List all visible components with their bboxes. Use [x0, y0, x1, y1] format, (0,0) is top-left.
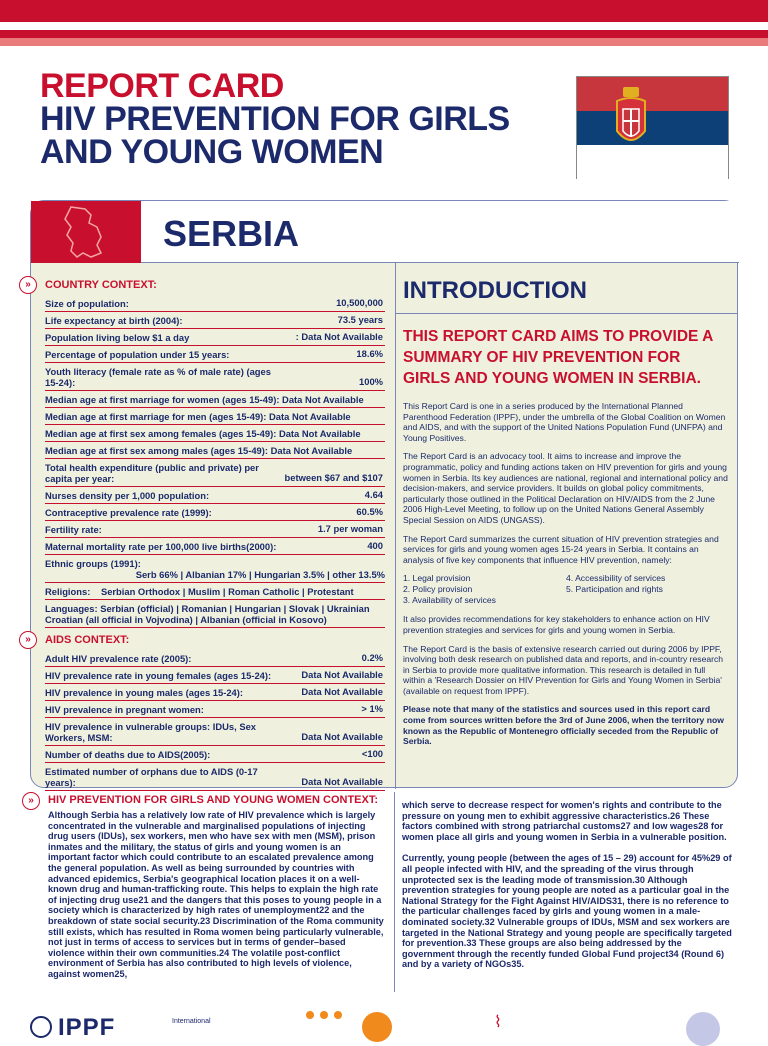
- flag-stripe-red: [577, 77, 728, 111]
- flag-stripe-blue: [577, 111, 728, 145]
- ethnic-groups-row: [45, 555, 385, 583]
- cc-value: 73.5 years: [337, 314, 383, 325]
- religions-row: [45, 583, 385, 600]
- partner-logo-icon: [686, 1012, 720, 1046]
- cc-label: Percentage of population under 15 years:: [45, 349, 230, 360]
- cc-label: Size of population:: [45, 298, 129, 309]
- components-list: [403, 573, 729, 606]
- cc-label: Median age at first marriage for men (ages 15-49): Data Not Available: [45, 411, 351, 422]
- cc-row: [45, 295, 385, 312]
- aids-label: Adult HIV prevalence rate (2005):: [45, 653, 192, 664]
- cc-row: [45, 487, 385, 504]
- cc-row: [45, 312, 385, 329]
- aids-value: > 1%: [361, 703, 383, 714]
- cc-label: Median age at first sex among males (ages 15-49): Data Not Available: [45, 445, 353, 456]
- cc-value: 400: [367, 540, 383, 551]
- aids-context-heading: » AIDS CONTEXT:: [45, 634, 385, 650]
- cc-row: [45, 521, 385, 538]
- cc-value: 1.7 per woman: [317, 523, 383, 534]
- title-line-3: AND YOUNG WOMEN: [40, 133, 384, 171]
- cc-value: 100%: [359, 376, 383, 387]
- intro-paragraph-3: The Report Card summarizes the current situation of HIV prevention strategies and services for girls and young women ages 15-24 years in Serbia. It contains an analysis of five key components that influence HIV prevention, namely:: [403, 533, 719, 565]
- hiv-context-right-paragraph-1: which serve to decrease respect for women's rights and contribute to the pressure on young men to exhibit aggressive characteristics.26 These factors combined with strong patriarchal customs27 and low wages28 for women place all girls and young women in Serbia in a vulnerable position.: [402, 800, 727, 842]
- country-context-column: [25, 279, 385, 791]
- aids-value: 0.2%: [361, 652, 383, 663]
- aids-row: [45, 718, 385, 746]
- list-item: 5. Participation and rights: [566, 584, 663, 595]
- cc-label: Contraceptive prevalence rate (1999):: [45, 507, 212, 518]
- aids-label: HIV prevalence rate in young females (ages 15-24):: [45, 670, 272, 681]
- serbia-map-icon: [61, 205, 111, 259]
- introduction-rule: [395, 313, 737, 314]
- cc-label: Total health expenditure (public and private) per capita per year:: [45, 462, 259, 484]
- cc-row: [45, 425, 385, 442]
- aids-value: Data Not Available: [301, 776, 383, 787]
- cc-row: [45, 391, 385, 408]
- introduction-column: [403, 271, 729, 755]
- religions-value: Serbian Orthodox | Muslim | Roman Catholic | Protestant: [100, 586, 354, 597]
- aids-label: Number of deaths due to AIDS(2005):: [45, 749, 211, 760]
- dots-logo: [306, 1006, 348, 1024]
- list-item: 1. Legal provision: [403, 573, 471, 584]
- cc-row: [45, 363, 385, 391]
- title-line-2: HIV PREVENTION FOR GIRLS: [40, 100, 510, 138]
- serbia-flag: [576, 76, 729, 179]
- religions-label: Religions:: [45, 586, 91, 597]
- hiv-context-left-text: Although Serbia has a relatively low rate of HIV prevalence which is largely concentrated in the vulnerable and marginalised populations of injecting drug users (IDUs), sex workers, men who have sex with men (MSM), prison inmates and the military, the status of girls and young women is an important factor which could contribute to an escalated prevalence among the general population. As well as being surrounded by countries with advanced epidemics, Serbia's geographical location places it on a well-known drug and human-trafficking route. This helps to explain the high rate of injecting drug use21 and the dangers that this poses to young people in a society which is characterized by high rates of unemployment22 and the breakdown of state social security.23 Discrimination of the Roma community still exists, which has resulted in Roma women being particularly vulnerable, not just in terms of access to services but in terms of gender–based violence within their own communities.24 The volatile post-conflict environment of Serbia has also contributed to high levels of violence, against women25,: [48, 810, 384, 979]
- aids-row: [45, 667, 385, 684]
- hiv-context-section: [30, 792, 738, 1024]
- cc-row: [45, 538, 385, 555]
- ethnic-groups-label: Ethnic groups (1991):: [45, 558, 141, 569]
- cc-value: : Data Not Available: [295, 331, 383, 342]
- cc-label: Life expectancy at birth (2004):: [45, 315, 183, 326]
- aids-value: Data Not Available: [301, 669, 383, 680]
- top-white-band: [0, 22, 768, 30]
- panel-header: [31, 201, 739, 263]
- double-chevron-icon: »: [22, 792, 40, 810]
- serbia-map: [31, 201, 141, 263]
- title-line-1: REPORT CARD: [40, 67, 284, 105]
- ippf-logo-subtext: International: [172, 1018, 211, 1025]
- cc-row: [45, 442, 385, 459]
- intro-paragraph-4: It also provides recommendations for key stakeholders to enhance action on HIV prevention strategies and services for girls and young women in Serbia.: [403, 614, 710, 635]
- cc-value: 10,500,000: [336, 297, 383, 308]
- introduction-title: INTRODUCTION: [403, 277, 587, 304]
- aids-value: Data Not Available: [301, 686, 383, 697]
- cc-value: 18.6%: [356, 348, 383, 359]
- aids-label: HIV prevalence in pregnant women:: [45, 704, 204, 715]
- list-item: 2. Policy provision: [403, 584, 473, 595]
- introduction-lead: THIS REPORT CARD AIMS TO PROVIDE A SUMMARY OF HIV PREVENTION FOR GIRLS AND YOUNG WOMEN IN SERBIA.: [403, 328, 713, 387]
- aids-value: Data Not Available: [301, 731, 383, 742]
- list-item: 3. Availability of services: [403, 595, 496, 606]
- top-red-band: [0, 0, 768, 22]
- cc-row: [45, 346, 385, 363]
- report-title: [40, 67, 560, 171]
- country-context-heading: » COUNTRY CONTEXT:: [45, 279, 385, 295]
- list-item: 4. Accessibility of services: [566, 573, 666, 584]
- hiv-context-heading: HIV PREVENTION FOR GIRLS AND YOUNG WOMEN CONTEXT:: [48, 794, 379, 806]
- aids-context-rows: [45, 650, 385, 791]
- double-chevron-icon: »: [19, 276, 37, 294]
- cc-label: Population living below $1 a day: [45, 332, 190, 343]
- bottom-column-divider: [394, 792, 395, 992]
- cc-row: [45, 459, 385, 487]
- intro-paragraph-6: Please note that many of the statistics and sources used in this report card come from sources written before the 3rd of June 2006, when the territory now known as the Republic of Montenegro officially seceded from the Republic of Serbia.: [403, 704, 724, 747]
- cc-value: between $67 and $107: [284, 472, 383, 483]
- languages-text: Languages: Serbian (official) | Romanian | Hungarian | Slovak | Ukrainian Croatian (all official in Vojvodina) | Albanian (official in Kosovo): [45, 603, 370, 625]
- country-name: SERBIA: [163, 213, 300, 254]
- aids-label: Estimated number of orphans due to AIDS (0-17 years):: [45, 766, 258, 788]
- hiv-context-right-column: [402, 800, 732, 981]
- top-red-band-2: [0, 30, 768, 38]
- cc-label: Median age at first marriage for women (ages 15-49): Data Not Available: [45, 394, 364, 405]
- hiv-context-right-paragraph-2: Currently, young people (between the ages of 15 – 29) account for 45%29 of all people infected with HIV, and the spreading of the virus through unprotected sex is the leading mode of transmission.30 Although prevention strategies for young people are noted as a particular goal in the National Strategy for the Fight Against HIV/AIDS31, there is no reference to the particular challenges faced by girls and young women in a male-dominated society.32 Vulnerable groups of IDUs, MSM and sex workers are targeted in the National Strategy and young people are specifically targeted for prevention.33 These groups are also being addressed by the government through the recently funded Global Fund project34 (Round 6) and by a variety of NGOs35.: [402, 853, 732, 970]
- ippf-globe-icon: [30, 1016, 52, 1038]
- coat-of-arms-icon: [613, 87, 649, 161]
- aids-row: [45, 701, 385, 718]
- aids-row: [45, 684, 385, 701]
- cc-label: Median age at first sex among females (ages 15-49): Data Not Available: [45, 428, 361, 439]
- double-chevron-icon: »: [19, 631, 37, 649]
- country-panel: [25, 200, 738, 788]
- cc-label: Maternal mortality rate per 100,000 live births(2000):: [45, 541, 277, 552]
- red-ribbon-icon: ⌇: [494, 1014, 502, 1031]
- top-pink-band: [0, 38, 768, 46]
- ethnic-groups-value: Serb 66% | Albanian 17% | Hungarian 3.5% | other 13.5%: [135, 569, 385, 580]
- cc-row: [45, 329, 385, 346]
- footer-logos: [0, 1006, 768, 1041]
- cc-value: 4.64: [364, 489, 383, 500]
- cc-row: [45, 504, 385, 521]
- list-item: [566, 595, 729, 606]
- intro-paragraph-2: The Report Card is an advocacy tool. It aims to increase and improve the programmatic, policy and funding actions taken on HIV prevention for girls and young women in Serbia. Its key audiences are national, regional and international policy and decision-makers, and service providers. It builds on global policy commitments, particularly those outlined in the Political Declaration on HIV/AIDS from the 2 June 2006 High-Level Meeting, to follow up on the United Nations General Assembly Special Session on AIDS (UNGASS).: [403, 451, 728, 525]
- intro-paragraph-5: The Report Card is the basis of extensive research carried out during 2006 by IPPF, involving both desk research on published data and reports, and in-country research in Serbia to provide more qualitative information. This research is detailed in full within a 'Research Dossier on HIV Prevention for Girls and Young Women in Serbia' (available on request from IPPF).: [403, 643, 724, 696]
- cc-label: Youth literacy (female rate as % of male rate) (ages 15-24):: [45, 366, 271, 388]
- aids-row: [45, 746, 385, 763]
- aids-label: HIV prevalence in young males (ages 15-24):: [45, 687, 243, 698]
- intro-paragraph-1: This Report Card is one in a series produced by the International Planned Parenthood Federation (IPPF), under the umbrella of the Global Coalition on Women and AIDS, and with the support of the United Nations Population Fund (UNFPA) and Young Positives.: [403, 401, 726, 443]
- cc-row: [45, 408, 385, 425]
- flag-stripe-white: [577, 145, 728, 179]
- cc-label: Fertility rate:: [45, 524, 102, 535]
- aids-label: HIV prevalence in vulnerable groups: IDUs, Sex Workers, MSM:: [45, 721, 257, 743]
- cc-label: Nurses density per 1,000 population:: [45, 490, 210, 501]
- orange-logo-icon: [362, 1012, 392, 1042]
- languages-row: [45, 600, 385, 628]
- country-context-rows: [45, 295, 385, 555]
- aids-row: [45, 650, 385, 667]
- cc-value: 60.5%: [356, 506, 383, 517]
- column-divider: [395, 263, 396, 789]
- aids-row: [45, 763, 385, 791]
- ippf-logo-text: IPPF: [58, 1014, 116, 1041]
- aids-value: <100: [361, 748, 383, 759]
